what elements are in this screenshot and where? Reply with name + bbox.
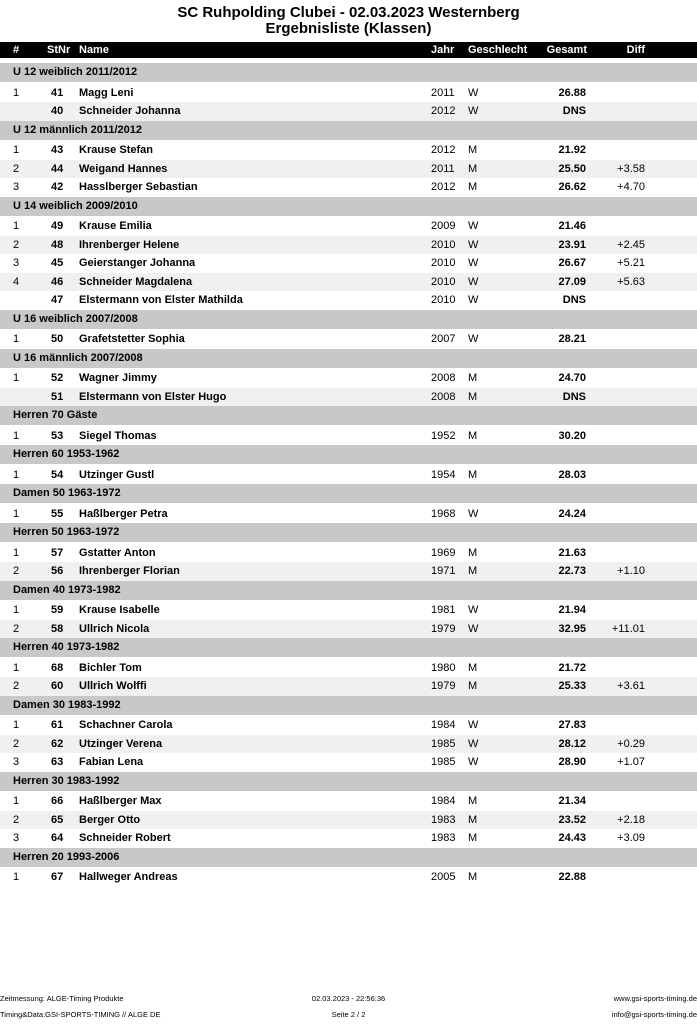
group-label: U 16 weiblich 2007/2008 xyxy=(13,312,138,325)
total-cell: 30.20 xyxy=(558,429,586,442)
year-cell: 1968 xyxy=(431,507,456,520)
header-stnr: StNr xyxy=(47,44,71,56)
total-cell: 21.63 xyxy=(558,546,586,559)
stnr-cell: 50 xyxy=(51,333,64,345)
rank-cell: 3 xyxy=(13,756,20,768)
group-header xyxy=(0,581,697,600)
sex-cell: W xyxy=(468,275,479,288)
total-cell: DNS xyxy=(562,390,586,403)
sex-cell: M xyxy=(468,813,478,826)
sex-cell: W xyxy=(468,220,479,232)
total-cell: 23.52 xyxy=(558,813,586,826)
footer-data: Timing&Data:GSI-SPORTS-TIMING // ALGE DE xyxy=(0,1010,161,1019)
rank-cell: 3 xyxy=(13,257,20,269)
stnr-cell: 67 xyxy=(51,871,64,883)
group-header xyxy=(0,848,697,867)
table-header xyxy=(0,42,697,58)
table-row xyxy=(0,659,697,678)
table-row xyxy=(0,829,697,848)
header-total: Gesamt xyxy=(546,44,587,56)
year-cell: 1971 xyxy=(431,565,456,577)
table-row xyxy=(0,620,697,639)
name-cell: Utzinger Gustl xyxy=(79,468,155,481)
name-cell: Siegel Thomas xyxy=(79,429,157,442)
year-cell: 2011 xyxy=(431,86,455,99)
rank-cell: 1 xyxy=(13,144,20,156)
table-row xyxy=(0,811,697,830)
group-header xyxy=(0,523,697,542)
year-cell: 1979 xyxy=(431,680,456,692)
diff-cell: +2.45 xyxy=(617,238,645,251)
year-cell: 1985 xyxy=(431,756,456,768)
sex-cell: M xyxy=(468,144,478,156)
rank-cell: 3 xyxy=(13,181,20,193)
diff-cell: +1.07 xyxy=(617,756,645,768)
diff-cell: +0.29 xyxy=(617,737,645,750)
group-label: Damen 30 1983-1992 xyxy=(13,698,121,711)
name-cell: Gstatter Anton xyxy=(79,546,156,559)
table-row xyxy=(0,141,697,160)
rank-cell: 1 xyxy=(13,795,20,807)
name-cell: Fabian Lena xyxy=(79,756,144,768)
sex-cell: W xyxy=(468,604,479,616)
stnr-cell: 48 xyxy=(51,238,64,251)
name-cell: Schachner Carola xyxy=(79,719,173,731)
group-label: U 12 weiblich 2011/2012 xyxy=(13,66,138,78)
sex-cell: M xyxy=(468,661,478,674)
diff-cell: +5.63 xyxy=(617,275,645,288)
sex-cell: W xyxy=(468,86,479,99)
table-row xyxy=(0,388,697,407)
sex-cell: M xyxy=(468,372,478,384)
diff-cell: +3.61 xyxy=(617,680,645,692)
total-cell: 27.83 xyxy=(558,719,586,731)
year-cell: 1980 xyxy=(431,661,456,674)
page-title xyxy=(0,5,697,37)
group-label: U 14 weiblich 2009/2010 xyxy=(13,199,138,212)
stnr-cell: 53 xyxy=(51,429,64,442)
name-cell: Haßlberger Petra xyxy=(79,507,168,520)
year-cell: 2009 xyxy=(431,220,456,232)
rank-cell: 1 xyxy=(13,719,20,731)
list-title: Ergebnisliste (Klassen) xyxy=(265,20,432,37)
stnr-cell: 44 xyxy=(51,162,64,175)
group-header xyxy=(0,638,697,657)
header-name: Name xyxy=(79,44,109,56)
total-cell: 21.92 xyxy=(558,144,586,156)
table-row xyxy=(0,330,697,349)
sex-cell: M xyxy=(468,832,478,844)
name-cell: Krause Isabelle xyxy=(79,604,160,616)
year-cell: 2007 xyxy=(431,333,456,345)
group-header xyxy=(0,121,697,140)
total-cell: DNS xyxy=(562,105,586,117)
table-row xyxy=(0,217,697,236)
year-cell: 2010 xyxy=(431,238,456,251)
name-cell: Hasslberger Sebastian xyxy=(79,181,198,193)
rank-cell: 2 xyxy=(13,565,20,577)
footer-timing: Zeitmessung: ALGE-Timing Produkte xyxy=(0,994,124,1003)
group-header xyxy=(0,310,697,329)
year-cell: 1985 xyxy=(431,737,456,750)
name-cell: Schneider Magdalena xyxy=(79,275,193,288)
group-label: Herren 20 1993-2006 xyxy=(13,850,120,863)
rank-cell: 1 xyxy=(13,507,20,520)
group-header xyxy=(0,349,697,368)
table-row xyxy=(0,254,697,273)
name-cell: Schneider Johanna xyxy=(79,105,181,117)
year-cell: 1954 xyxy=(431,468,456,481)
diff-cell: +4.70 xyxy=(617,181,645,193)
table-row xyxy=(0,84,697,103)
table-row xyxy=(0,868,697,887)
sex-cell: W xyxy=(468,105,479,117)
rank-cell: 2 xyxy=(13,162,20,175)
group-header xyxy=(0,406,697,425)
name-cell: Schneider Robert xyxy=(79,832,171,844)
stnr-cell: 40 xyxy=(51,105,64,117)
rank-cell: 1 xyxy=(13,546,20,559)
name-cell: Geierstanger Johanna xyxy=(79,257,196,269)
stnr-cell: 62 xyxy=(51,737,64,750)
stnr-cell: 49 xyxy=(51,220,64,232)
table-row xyxy=(0,792,697,811)
sex-cell: W xyxy=(468,737,479,750)
total-cell: 24.70 xyxy=(558,372,586,384)
group-label: Herren 50 1963-1972 xyxy=(13,526,120,538)
group-header xyxy=(0,197,697,216)
rank-cell: 1 xyxy=(13,333,20,345)
total-cell: DNS xyxy=(562,294,586,306)
stnr-cell: 46 xyxy=(51,275,64,288)
group-header xyxy=(0,696,697,715)
year-cell: 2012 xyxy=(431,105,456,117)
total-cell: 22.73 xyxy=(558,565,586,577)
table-row xyxy=(0,369,697,388)
total-cell: 25.33 xyxy=(558,680,586,692)
stnr-cell: 68 xyxy=(51,661,64,674)
total-cell: 32.95 xyxy=(558,622,586,635)
total-cell: 21.72 xyxy=(558,661,586,674)
stnr-cell: 59 xyxy=(51,604,64,616)
stnr-cell: 60 xyxy=(51,680,64,692)
group-header xyxy=(0,484,697,503)
total-cell: 24.24 xyxy=(558,507,586,520)
table-row xyxy=(0,178,697,197)
sex-cell: W xyxy=(468,622,479,635)
diff-cell: +1.10 xyxy=(617,565,645,577)
name-cell: Wagner Jimmy xyxy=(79,372,157,384)
total-cell: 28.03 xyxy=(558,468,586,481)
year-cell: 2008 xyxy=(431,390,456,403)
year-cell: 2012 xyxy=(431,144,456,156)
table-row xyxy=(0,544,697,563)
name-cell: Ihrenberger Florian xyxy=(79,565,180,577)
group-label: Damen 40 1973-1982 xyxy=(13,583,121,596)
sex-cell: M xyxy=(468,565,478,577)
year-cell: 2010 xyxy=(431,257,456,269)
total-cell: 28.90 xyxy=(558,756,586,768)
rank-cell: 2 xyxy=(13,680,20,692)
sex-cell: M xyxy=(468,871,478,883)
results-table xyxy=(0,63,697,887)
sex-cell: W xyxy=(468,719,479,731)
sex-cell: W xyxy=(468,238,479,251)
table-row xyxy=(0,753,697,772)
table-row xyxy=(0,735,697,754)
table-row xyxy=(0,102,697,121)
total-cell: 28.12 xyxy=(558,737,586,750)
total-cell: 24.43 xyxy=(558,832,586,844)
year-cell: 1969 xyxy=(431,546,456,559)
stnr-cell: 55 xyxy=(51,507,64,520)
footer-timestamp: 02.03.2023 - 22:56:36 xyxy=(311,994,386,1003)
group-label: Herren 60 1953-1962 xyxy=(13,448,120,460)
year-cell: 1979 xyxy=(431,622,456,635)
name-cell: Ihrenberger Helene xyxy=(79,238,180,251)
footer-website: www.gsi-sports-timing.de xyxy=(613,994,697,1003)
footer-email: info@gsi-sports-timing.de xyxy=(611,1010,697,1019)
event-title: SC Ruhpolding Clubei - 02.03.2023 Westernberg xyxy=(177,4,520,21)
stnr-cell: 47 xyxy=(51,294,64,306)
table-row xyxy=(0,716,697,735)
diff-cell: +5.21 xyxy=(617,257,645,269)
rank-cell: 2 xyxy=(13,622,20,635)
stnr-cell: 57 xyxy=(51,546,64,559)
table-row xyxy=(0,236,697,255)
sex-cell: M xyxy=(468,429,478,442)
year-cell: 2010 xyxy=(431,275,456,288)
year-cell: 2008 xyxy=(431,372,456,384)
group-header xyxy=(0,445,697,464)
diff-cell: +3.58 xyxy=(617,162,645,175)
sex-cell: W xyxy=(468,507,479,520)
rank-cell: 3 xyxy=(13,832,20,844)
rank-cell: 1 xyxy=(13,871,20,883)
rank-cell: 1 xyxy=(13,372,20,384)
sex-cell: W xyxy=(468,333,479,345)
sex-cell: M xyxy=(468,795,478,807)
rank-cell: 1 xyxy=(13,661,20,674)
table-row xyxy=(0,273,697,292)
name-cell: Ullrich Wolffi xyxy=(79,680,147,692)
total-cell: 26.67 xyxy=(558,257,586,269)
name-cell: Bichler Tom xyxy=(79,661,142,674)
year-cell: 1984 xyxy=(431,719,456,731)
group-label: Herren 40 1973-1982 xyxy=(13,641,120,653)
name-cell: Elstermann von Elster Hugo xyxy=(79,390,227,403)
name-cell: Krause Stefan xyxy=(79,144,153,156)
name-cell: Krause Emilia xyxy=(79,220,152,232)
total-cell: 26.88 xyxy=(558,86,586,99)
year-cell: 1983 xyxy=(431,813,456,826)
stnr-cell: 51 xyxy=(51,390,64,403)
diff-cell: +11.01 xyxy=(611,622,645,635)
rank-cell: 2 xyxy=(13,737,20,750)
rank-cell: 1 xyxy=(13,220,20,232)
rank-cell: 1 xyxy=(13,604,20,616)
name-cell: Elstermann von Elster Mathilda xyxy=(79,294,243,306)
sex-cell: M xyxy=(468,546,478,559)
stnr-cell: 66 xyxy=(51,795,64,807)
total-cell: 26.62 xyxy=(558,181,586,193)
name-cell: Weigand Hannes xyxy=(79,162,168,175)
stnr-cell: 42 xyxy=(51,181,64,193)
year-cell: 1983 xyxy=(431,832,456,844)
table-row xyxy=(0,427,697,446)
header-year: Jahr xyxy=(431,44,455,56)
total-cell: 27.09 xyxy=(558,275,586,288)
header-sex: Geschlecht xyxy=(468,44,528,56)
sex-cell: W xyxy=(468,257,479,269)
sex-cell: M xyxy=(468,680,478,692)
stnr-cell: 58 xyxy=(51,622,64,635)
name-cell: Utzinger Verena xyxy=(79,737,163,750)
stnr-cell: 52 xyxy=(51,372,64,384)
table-row xyxy=(0,677,697,696)
group-label: U 12 männlich 2011/2012 xyxy=(13,123,143,136)
total-cell: 21.46 xyxy=(558,220,586,232)
stnr-cell: 65 xyxy=(51,813,64,826)
stnr-cell: 43 xyxy=(51,144,64,156)
year-cell: 2010 xyxy=(431,294,456,306)
year-cell: 1981 xyxy=(431,604,456,616)
rank-cell: 2 xyxy=(13,238,20,251)
total-cell: 22.88 xyxy=(558,871,586,883)
year-cell: 1952 xyxy=(431,429,456,442)
stnr-cell: 56 xyxy=(51,565,64,577)
group-label: U 16 männlich 2007/2008 xyxy=(13,351,143,364)
stnr-cell: 54 xyxy=(51,468,64,481)
stnr-cell: 61 xyxy=(51,719,64,731)
sex-cell: M xyxy=(468,390,478,403)
sex-cell: M xyxy=(468,468,478,481)
table-row xyxy=(0,160,697,179)
rank-cell: 1 xyxy=(13,429,20,442)
header-diff: Diff xyxy=(626,44,645,56)
name-cell: Berger Otto xyxy=(79,813,141,826)
group-header xyxy=(0,772,697,791)
diff-cell: +3.09 xyxy=(617,832,645,844)
name-cell: Haßlberger Max xyxy=(79,795,162,807)
name-cell: Ullrich Nicola xyxy=(79,622,150,635)
total-cell: 21.94 xyxy=(558,604,586,616)
group-label: Herren 30 1983-1992 xyxy=(13,774,120,787)
stnr-cell: 41 xyxy=(51,86,64,99)
header-rank: # xyxy=(13,44,20,56)
stnr-cell: 45 xyxy=(51,257,64,269)
total-cell: 21.34 xyxy=(558,795,586,807)
sex-cell: M xyxy=(468,162,478,175)
group-label: Damen 50 1963-1972 xyxy=(13,487,121,499)
sex-cell: W xyxy=(468,756,479,768)
diff-cell: +2.18 xyxy=(617,813,645,826)
table-row xyxy=(0,466,697,485)
rank-cell: 1 xyxy=(13,86,20,99)
sex-cell: M xyxy=(468,181,478,193)
sex-cell: W xyxy=(468,294,479,306)
rank-cell: 2 xyxy=(13,813,20,826)
year-cell: 2012 xyxy=(431,181,456,193)
table-row xyxy=(0,562,697,581)
total-cell: 23.91 xyxy=(558,238,586,251)
total-cell: 25.50 xyxy=(558,162,586,175)
table-row xyxy=(0,291,697,310)
rank-cell: 1 xyxy=(13,468,20,481)
footer-page: Seite 2 / 2 xyxy=(331,1010,366,1019)
name-cell: Hallweger Andreas xyxy=(79,871,178,883)
total-cell: 28.21 xyxy=(558,333,586,345)
stnr-cell: 63 xyxy=(51,756,64,768)
name-cell: Grafetstetter Sophia xyxy=(79,333,185,345)
table-row xyxy=(0,601,697,620)
rank-cell: 4 xyxy=(13,275,20,288)
table-row xyxy=(0,505,697,524)
year-cell: 2005 xyxy=(431,871,456,883)
name-cell: Magg Leni xyxy=(79,86,134,99)
stnr-cell: 64 xyxy=(51,832,64,844)
year-cell: 1984 xyxy=(431,795,456,807)
group-header xyxy=(0,63,697,82)
group-label: Herren 70 Gäste xyxy=(13,409,98,421)
year-cell: 2011 xyxy=(431,162,455,175)
